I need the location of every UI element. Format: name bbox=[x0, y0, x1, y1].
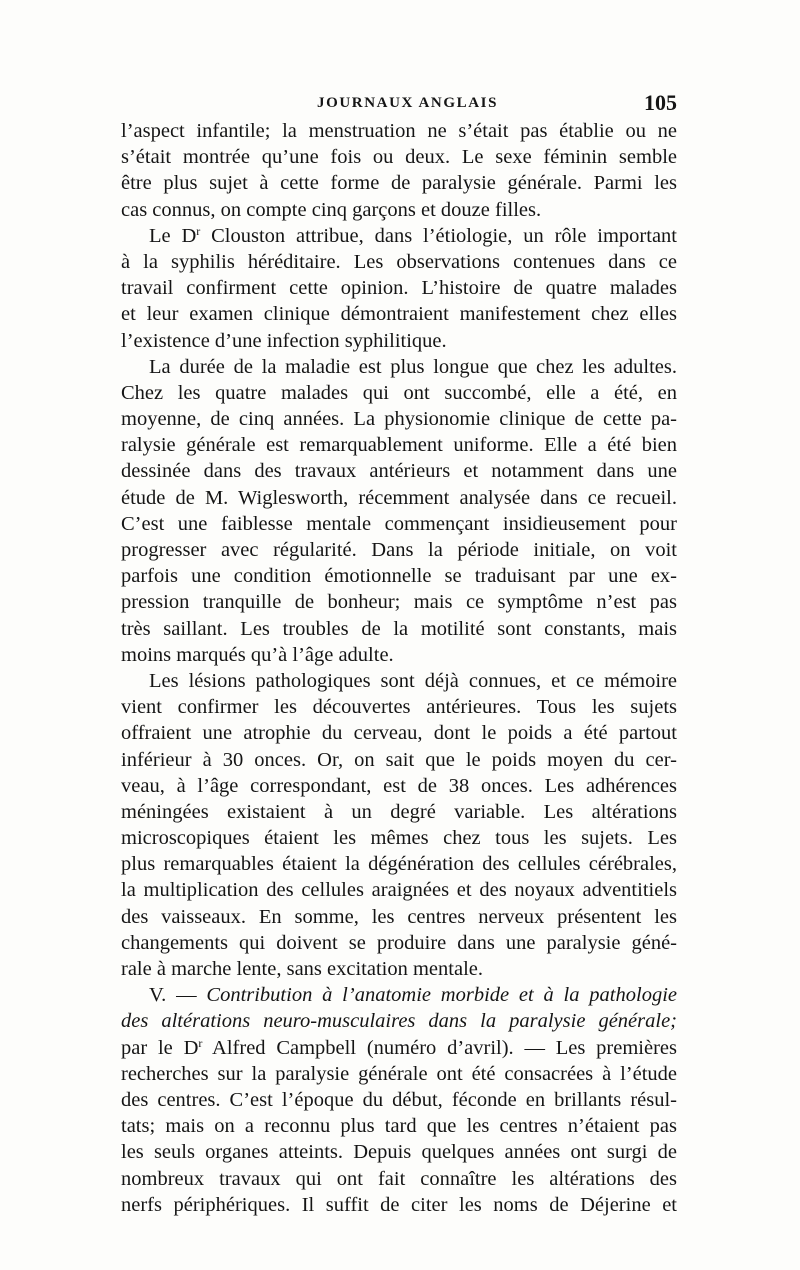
body-text bbox=[121, 118, 677, 1218]
text-line: pression tranquille de bonheur; mais ce symptôme n’est pas bbox=[121, 591, 677, 614]
text-line: la multiplication des cellules araignées et des noyaux adventitiels bbox=[121, 879, 677, 902]
text-line: et leur examen clinique démontraient manifestement chez elles bbox=[121, 303, 677, 326]
text-line: dessinée dans des travaux antérieurs et notamment dans une bbox=[121, 460, 677, 483]
text-line: microscopiques étaient les mêmes chez tous les sujets. Les bbox=[121, 827, 677, 850]
text-line: C’est une faiblesse mentale commençant insidieusement pour bbox=[121, 512, 677, 535]
text-line: les seuls organes atteints. Depuis quelques années ont surgi de bbox=[121, 1141, 677, 1164]
text-line: rale à marche lente, sans excitation mentale. bbox=[121, 958, 483, 980]
text-line: à la syphilis héréditaire. Les observations contenues dans ce bbox=[121, 250, 677, 273]
text-line: moyenne, de cinq années. La physionomie clinique de cette pa- bbox=[121, 408, 677, 431]
text-line: nombreux travaux qui ont fait connaître les altérations des bbox=[121, 1167, 677, 1190]
page-number: 105 bbox=[644, 90, 677, 115]
text-line: Le $D^r$ Clouston attribue, dans l’étiologie, un rôle important bbox=[149, 223, 677, 247]
text-line: l’existence d’une infection syphilitique. bbox=[121, 329, 447, 352]
text-line: nerfs périphériques. Il suffit de citer les noms de Déjerine et bbox=[121, 1193, 677, 1216]
text-line: des centres. C’est l’époque du début, féconde en brillants résul- bbox=[121, 1088, 677, 1111]
text-line: inférieur à 30 onces. Or, on sait que le poids moyen du cer- bbox=[121, 748, 677, 771]
text-line: Les lésions pathologiques sont déjà connues, et ce mémoire bbox=[149, 669, 677, 692]
running-title: JOURNAUX ANGLAIS bbox=[317, 95, 499, 111]
text-line: offraient une atrophie du cerveau, dont le poids a été partout bbox=[121, 722, 677, 745]
text-line: très saillant. Les troubles de la motilité sont constants, mais bbox=[121, 617, 677, 640]
text-line: V. — Contribution à l’anatomie morbide et à la pathologie bbox=[149, 984, 677, 1007]
text-line: La durée de la maladie est plus longue que chez les adultes. bbox=[149, 355, 677, 378]
text-line: recherches sur la paralysie générale ont été consacrées à l’étude bbox=[121, 1062, 677, 1085]
text-line: vient confirmer les découvertes antérieures. Tous les sujets bbox=[121, 696, 677, 719]
text-line: s’était montrée qu’une fois ou deux. Le sexe féminin semble bbox=[121, 146, 677, 169]
text-line: méningées existaient à un degré variable. Les altérations bbox=[121, 800, 677, 823]
text-line: des altérations neuro-musculaires dans la paralysie générale; bbox=[121, 1010, 677, 1033]
text-line: étude de M. Wiglesworth, récemment analysée dans ce recueil. bbox=[121, 486, 677, 509]
text-line: par le $D^r$ Alfred Campbell (numéro d’avril). — Les premières bbox=[121, 1035, 677, 1059]
text-line: veau, à l’âge correspondant, est de 38 onces. Les adhérences bbox=[121, 774, 677, 797]
text-line: parfois une condition émotionnelle se traduisant par une ex- bbox=[121, 565, 677, 588]
text-line: moins marqués qu’à l’âge adulte. bbox=[121, 643, 394, 666]
text-line: plus remarquables étaient la dégénération des cellules cérébrales, bbox=[121, 853, 677, 876]
text-line: l’aspect infantile; la menstruation ne s’était pas établie ou ne bbox=[121, 120, 677, 142]
text-line: ralysie générale est remarquablement uniforme. Elle a été bien bbox=[121, 434, 677, 457]
text-line: travail confirment cette opinion. L’histoire de quatre malades bbox=[121, 277, 677, 300]
text-line: Chez les quatre malades qui ont succombé, elle a été, en bbox=[121, 381, 677, 404]
text-line: être plus sujet à cette forme de paralysie générale. Parmi les bbox=[121, 172, 677, 195]
text-line: changements qui doivent se produire dans une paralysie géné- bbox=[121, 931, 677, 954]
text-line: cas connus, on compte cinq garçons et douze filles. bbox=[121, 198, 542, 221]
text-line: tats; mais on a reconnu plus tard que les centres n’étaient pas bbox=[121, 1115, 677, 1138]
text-line: progresser avec régularité. Dans la période initiale, on voit bbox=[121, 539, 677, 561]
page-header bbox=[121, 90, 677, 120]
text-line: des vaisseaux. En somme, les centres nerveux présentent les bbox=[121, 905, 677, 928]
